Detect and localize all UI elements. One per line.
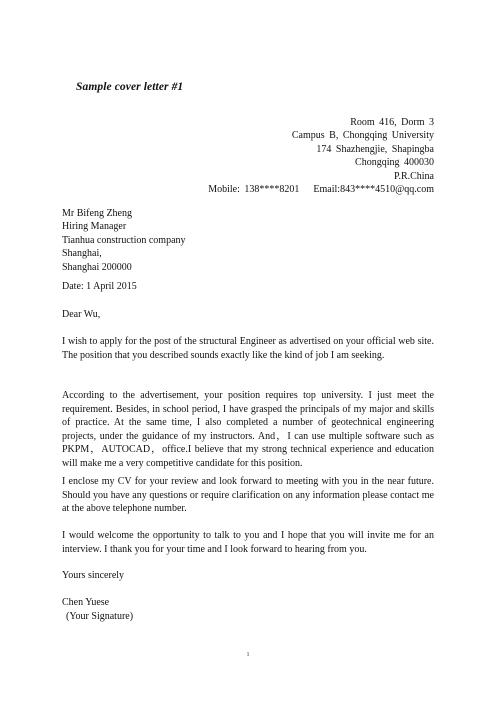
address-line: Chongqing 400030 (355, 157, 434, 169)
recipient-address (62, 207, 186, 274)
recipient-line: Shanghai 200000 (62, 261, 132, 273)
sender-address (208, 116, 434, 196)
letter-date: Date: 1 April 2015 (62, 281, 137, 292)
mobile-number: Mobile: 138****8201 (208, 184, 300, 196)
body-paragraph: I wish to apply for the post of the structural Engineer as advertised on your official web site. The position that you described sounds exactly like the kind of job I am seeking. (62, 336, 434, 361)
closing: Yours sincerely (62, 570, 125, 581)
email-address: Email:843****4510@qq.com (313, 184, 434, 196)
page-number: 1 (246, 651, 250, 658)
signature-name: Chen Yuese (62, 597, 110, 608)
recipient-line: Tianhua construction company (62, 234, 186, 246)
recipient-line: Shanghai, (62, 248, 102, 260)
body-paragraph: According to the advertisement, your position requires top university. I just meet the requirement. Besides, in school period, I have grasped the principals of my major and skills of practice. At the same time, I also completed a number of geotechnical engineering projects, under the guidance of my instructors. And，I can use multiple software such as PKPM，AUTOCAD，office.I believe that my strong technical experience and education will make me a very competitive candidate for this position. (62, 390, 434, 469)
address-line: P.R.China (393, 170, 434, 182)
body-paragraph: I would welcome the opportunity to talk to you and I hope that you will invite me for an interview. I thank you for your time and I look forward to hearing from you. (62, 530, 434, 555)
recipient-line: Mr Bifeng Zheng (62, 208, 132, 219)
greeting: Dear Wu, (62, 309, 101, 320)
address-line: Room 416, Dorm 3 (350, 117, 434, 128)
signature-block (62, 596, 434, 623)
letter-title: Sample cover letter #1 (76, 81, 184, 93)
recipient-line: Hiring Manager (62, 221, 127, 233)
contact-line (208, 183, 434, 196)
body-paragraph: I enclose my CV for your review and look forward to meeting with you in the near future. Should you have any questions or require clarification on any information please contact me at the above telephone number. (62, 476, 434, 515)
signature-note: (Your Signature) (66, 610, 134, 622)
address-line: 174 Shazhengjie, Shapingba (316, 143, 434, 155)
address-line: Campus B, Chongqing University (291, 130, 434, 142)
